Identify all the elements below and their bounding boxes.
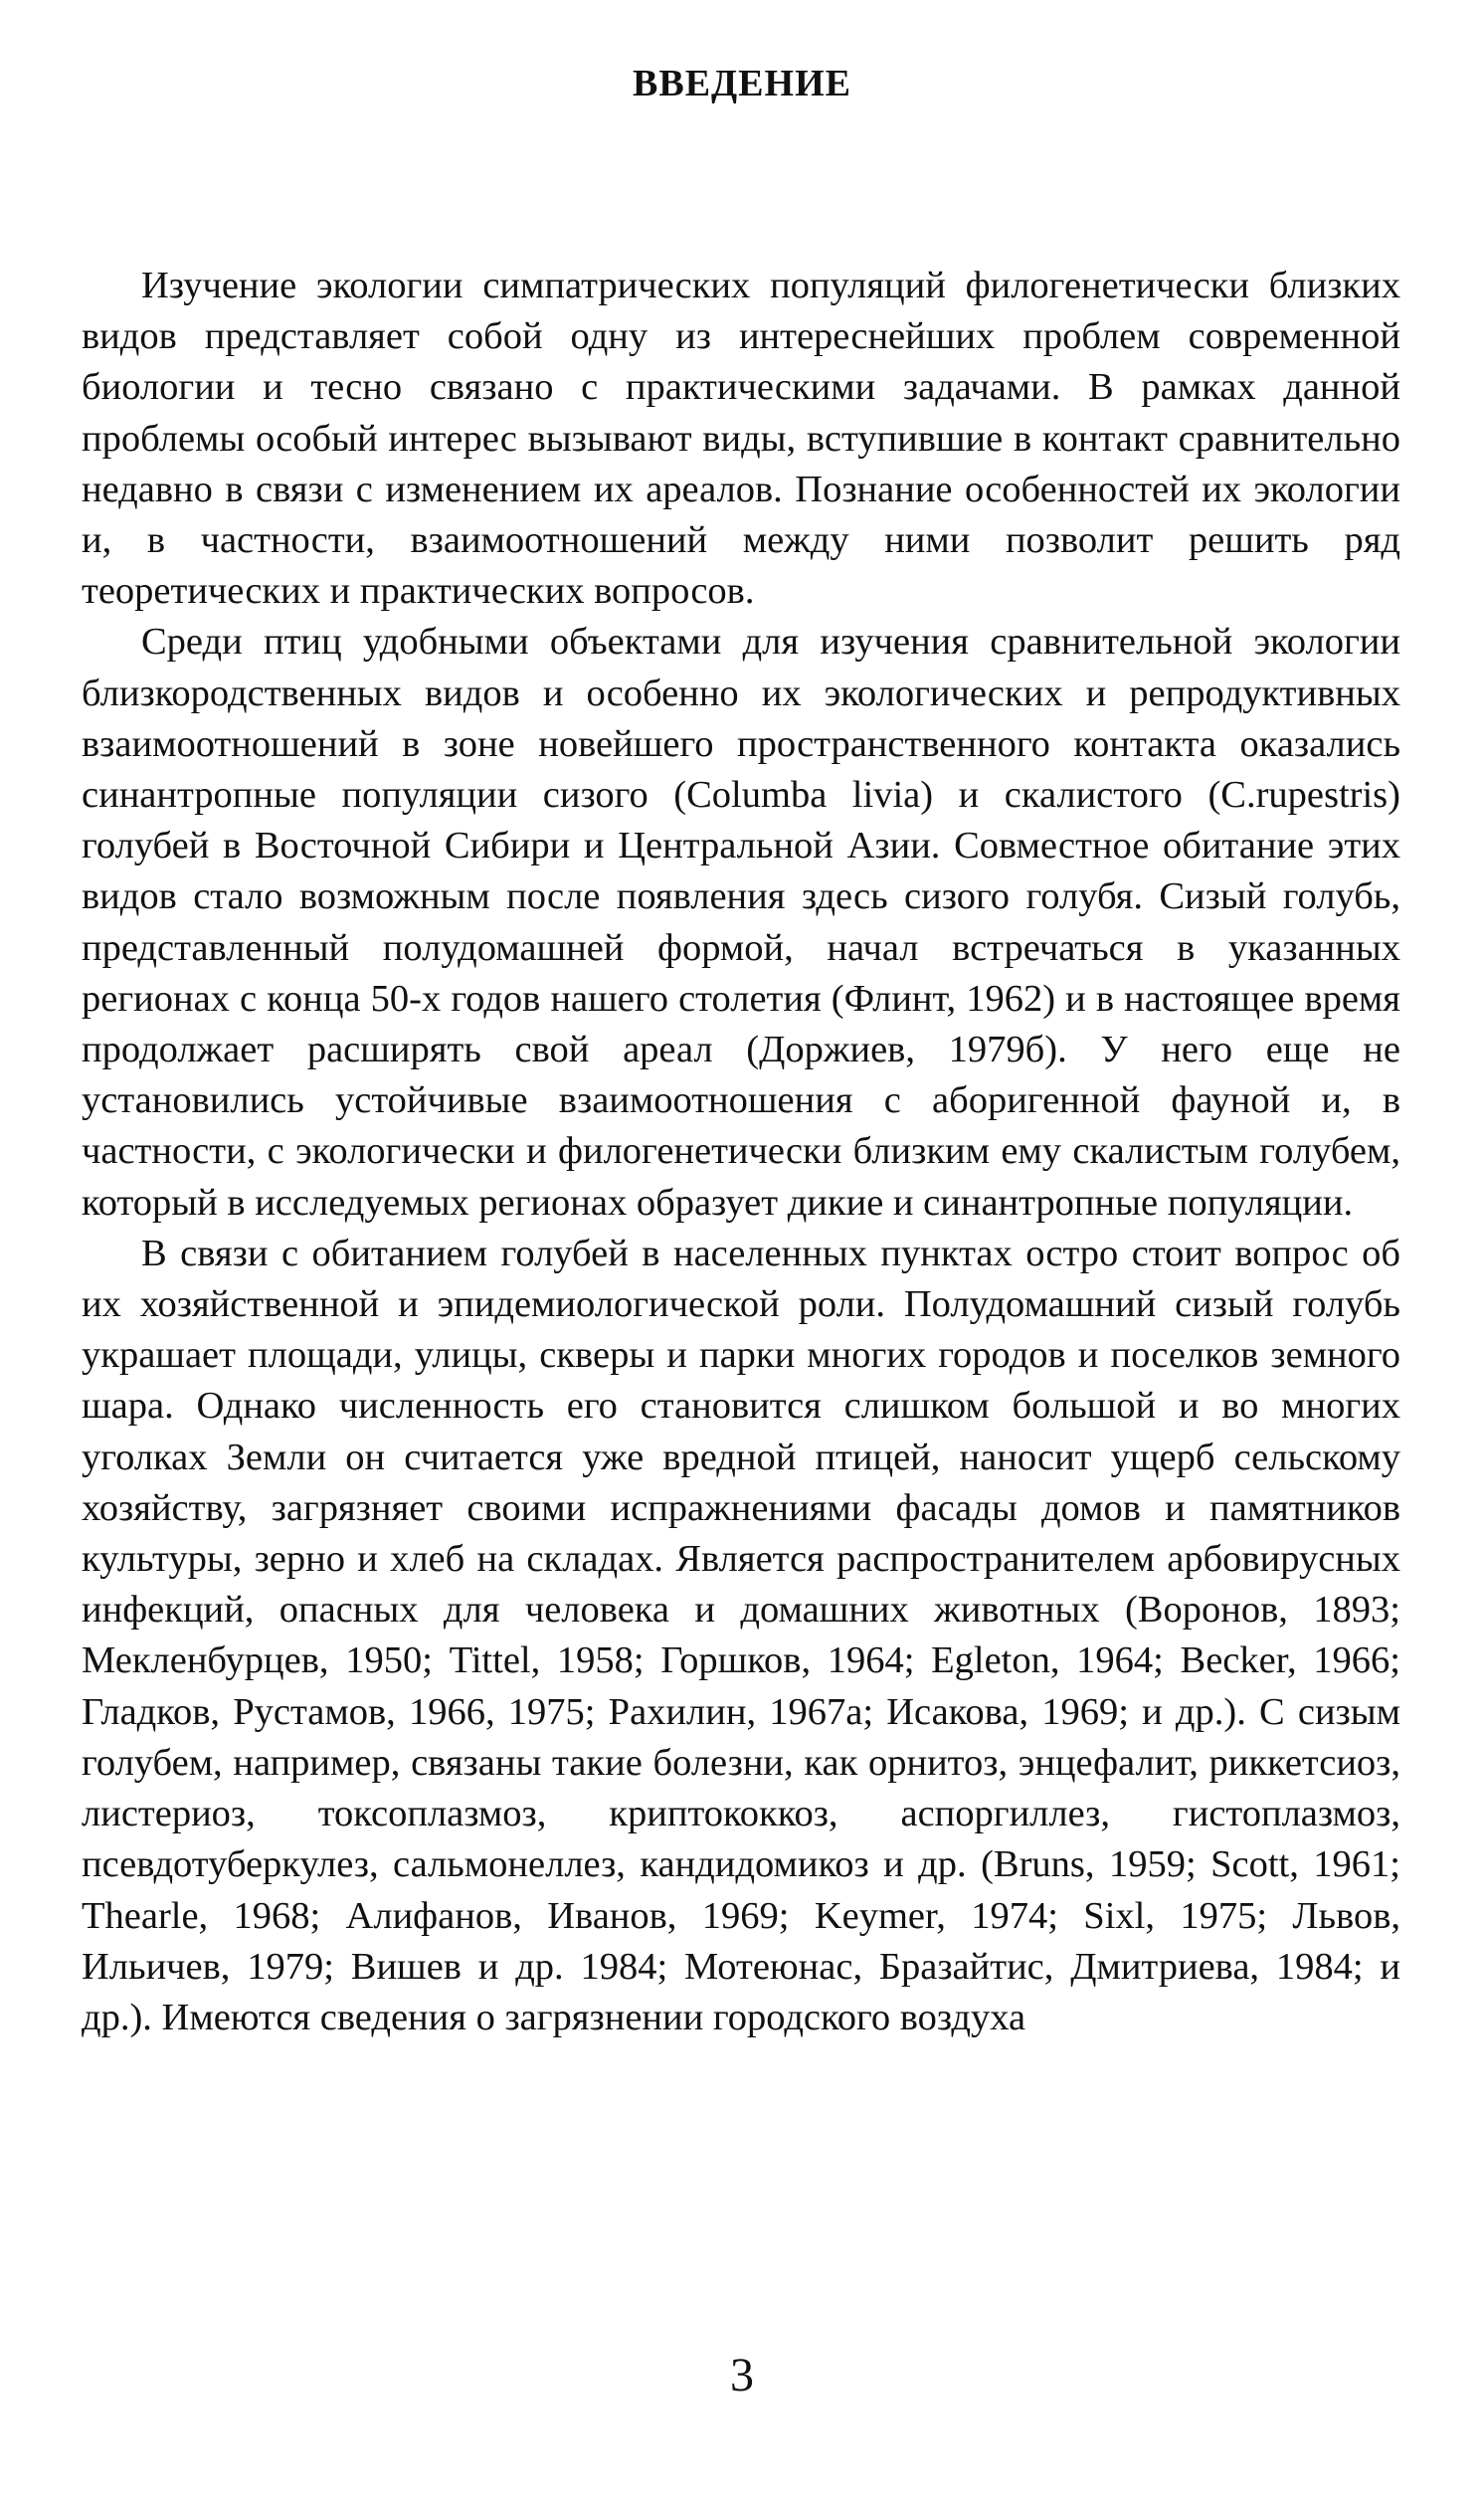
body-text bbox=[82, 261, 1400, 2043]
paragraph-1: Изучение экологии симпатрических популяций филогенетически близких видов представляет собой одну из интереснейших проблем современной биологии и тесно связано с практическими задачами. В рамках данной проблемы особый интерес вызывают виды, вступившие в контакт сравнительно недавно в связи с изменением их ареалов. Познание особенностей их экологии и, в частности, взаимоотношений между ними позволит решить ряд теоретических и практических вопросов. bbox=[82, 265, 1400, 613]
paragraph-2: Среди птиц удобными объектами для изучения сравнительной экологии близкородственных видов и особенно их экологических и репродуктивных взаимоотношений в зоне новейшего пространственного контакта оказались синантропные популяции сизого (Columba livia) и скалистого (C.rupestris) голубей в Восточной Сибири и Центральной Азии. Совместное обитание этих видов стало возможным после появления здесь сизого голубя. Сизый голубь, представленный полудомашней формой, начал встречаться в указанных регионах с конца 50-х годов нашего столетия (Флинт, 1962) и в настоящее время продолжает расширять свой ареал (Доржиев, 1979б). У него еще не установились устойчивые взаимоотношения с аборигенной фауной и, в частности, с экологически и филогенетически близким ему скалистым голубем, который в исследуемых регионах образует дикие и синантропные популяции. bbox=[82, 621, 1400, 1224]
paragraph-3: В связи с обитанием голубей в населенных пунктах остро стоит вопрос об их хозяйственной и эпидемиологической роли. Полудомашний сизый голубь украшает площади, улицы, скверы и парки многих городов и поселков земного шара. Однако численность его становится слишком большой и во многих уголках Земли он считается уже вредной птицей, наносит ущерб сельскому хозяйству, загрязняет своими испражнениями фасады домов и памятников культуры, зерно и хлеб на складах. Является распространителем арбовирусных инфекций, опасных для человека и домашних животных (Воронов, 1893; Мекленбурцев, 1950; Tittel, 1958; Горшков, 1964; Egleton, 1964; Becker, 1966; Гладков, Рустамов, 1966, 1975; Рахилин, 1967а; Исакова, 1969; и др.). С сизым голубем, например, связаны такие болезни, как орнитоз, энцефалит, риккетсиоз, листериоз, токсоплазмоз, криптококкоз, аспоргиллез, гистоплазмоз, псевдотуберкулез, сальмонеллез, кандидомикоз и др. (Bruns, 1959; Scott, 1961; Thearle, 1968; Алифанов, Иванов, 1969; Keymer, 1974; Sixl, 1975; Львов, Ильичев, 1979; Вишев и др. 1984; Мотеюнас, Бразайтис, Дмитриева, 1984; и др.). Имеются сведения о загрязнении городского воздуха bbox=[82, 1232, 1400, 2038]
page-number: 3 bbox=[730, 2349, 754, 2402]
chapter-title: ВВЕДЕНИЕ bbox=[633, 63, 851, 104]
